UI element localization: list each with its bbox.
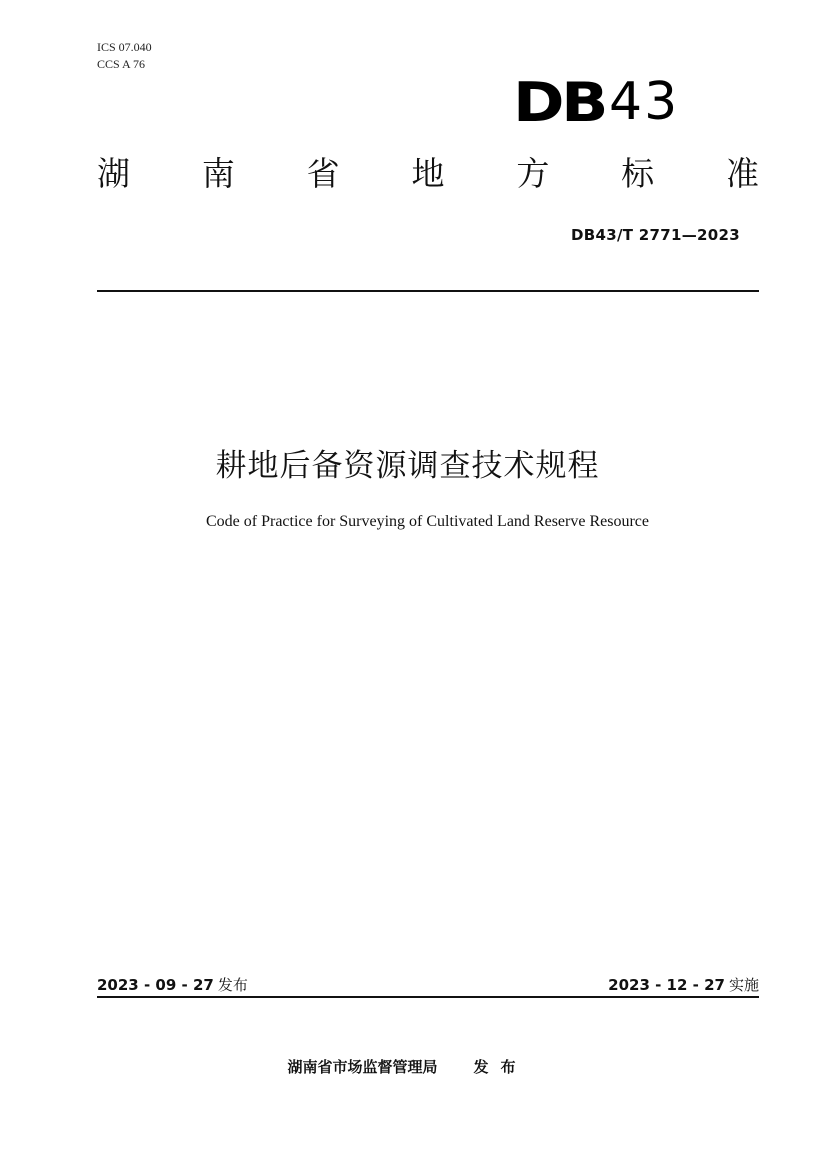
document-title-en: Code of Practice for Surveying of Cultivated Land Reserve Resource [206, 513, 649, 530]
release-date: 2023 - 09 - 27 [97, 976, 214, 994]
publisher-action: 发布 [473, 1058, 528, 1076]
header-divider [97, 290, 759, 292]
standard-type-char: 省 [306, 154, 340, 193]
ccs-code: CCS A 76 [97, 57, 146, 71]
footer-divider [97, 996, 759, 998]
release-label: 发布 [217, 976, 248, 994]
standard-type-char: 准 [725, 154, 759, 193]
standard-type-char: 南 [201, 154, 235, 193]
standard-type-char: 地 [411, 154, 445, 193]
publisher-line [0, 1056, 815, 1077]
standard-mark-letters: DB [513, 70, 605, 134]
standard-mark-number: 43 [608, 72, 680, 132]
standard-mark [513, 72, 679, 132]
standard-number: DB43/T 2771—2023 [571, 226, 740, 244]
implementation-label: 实施 [728, 976, 759, 994]
standard-type-char: 方 [516, 154, 550, 193]
ics-code: ICS 07.040 [97, 40, 152, 54]
release-info [97, 974, 248, 995]
document-title-cn: 耕地后备资源调查技术规程 [215, 448, 600, 484]
standard-type-char: 标 [621, 154, 655, 193]
implementation-date: 2023 - 12 - 27 [608, 976, 725, 994]
implementation-info [608, 974, 759, 995]
standard-type-heading [97, 152, 759, 196]
date-row [97, 974, 759, 996]
publisher-name: 湖南省市场监督管理局 [287, 1058, 438, 1076]
classification-codes [97, 39, 152, 73]
standard-type-char: 湖 [97, 154, 130, 193]
